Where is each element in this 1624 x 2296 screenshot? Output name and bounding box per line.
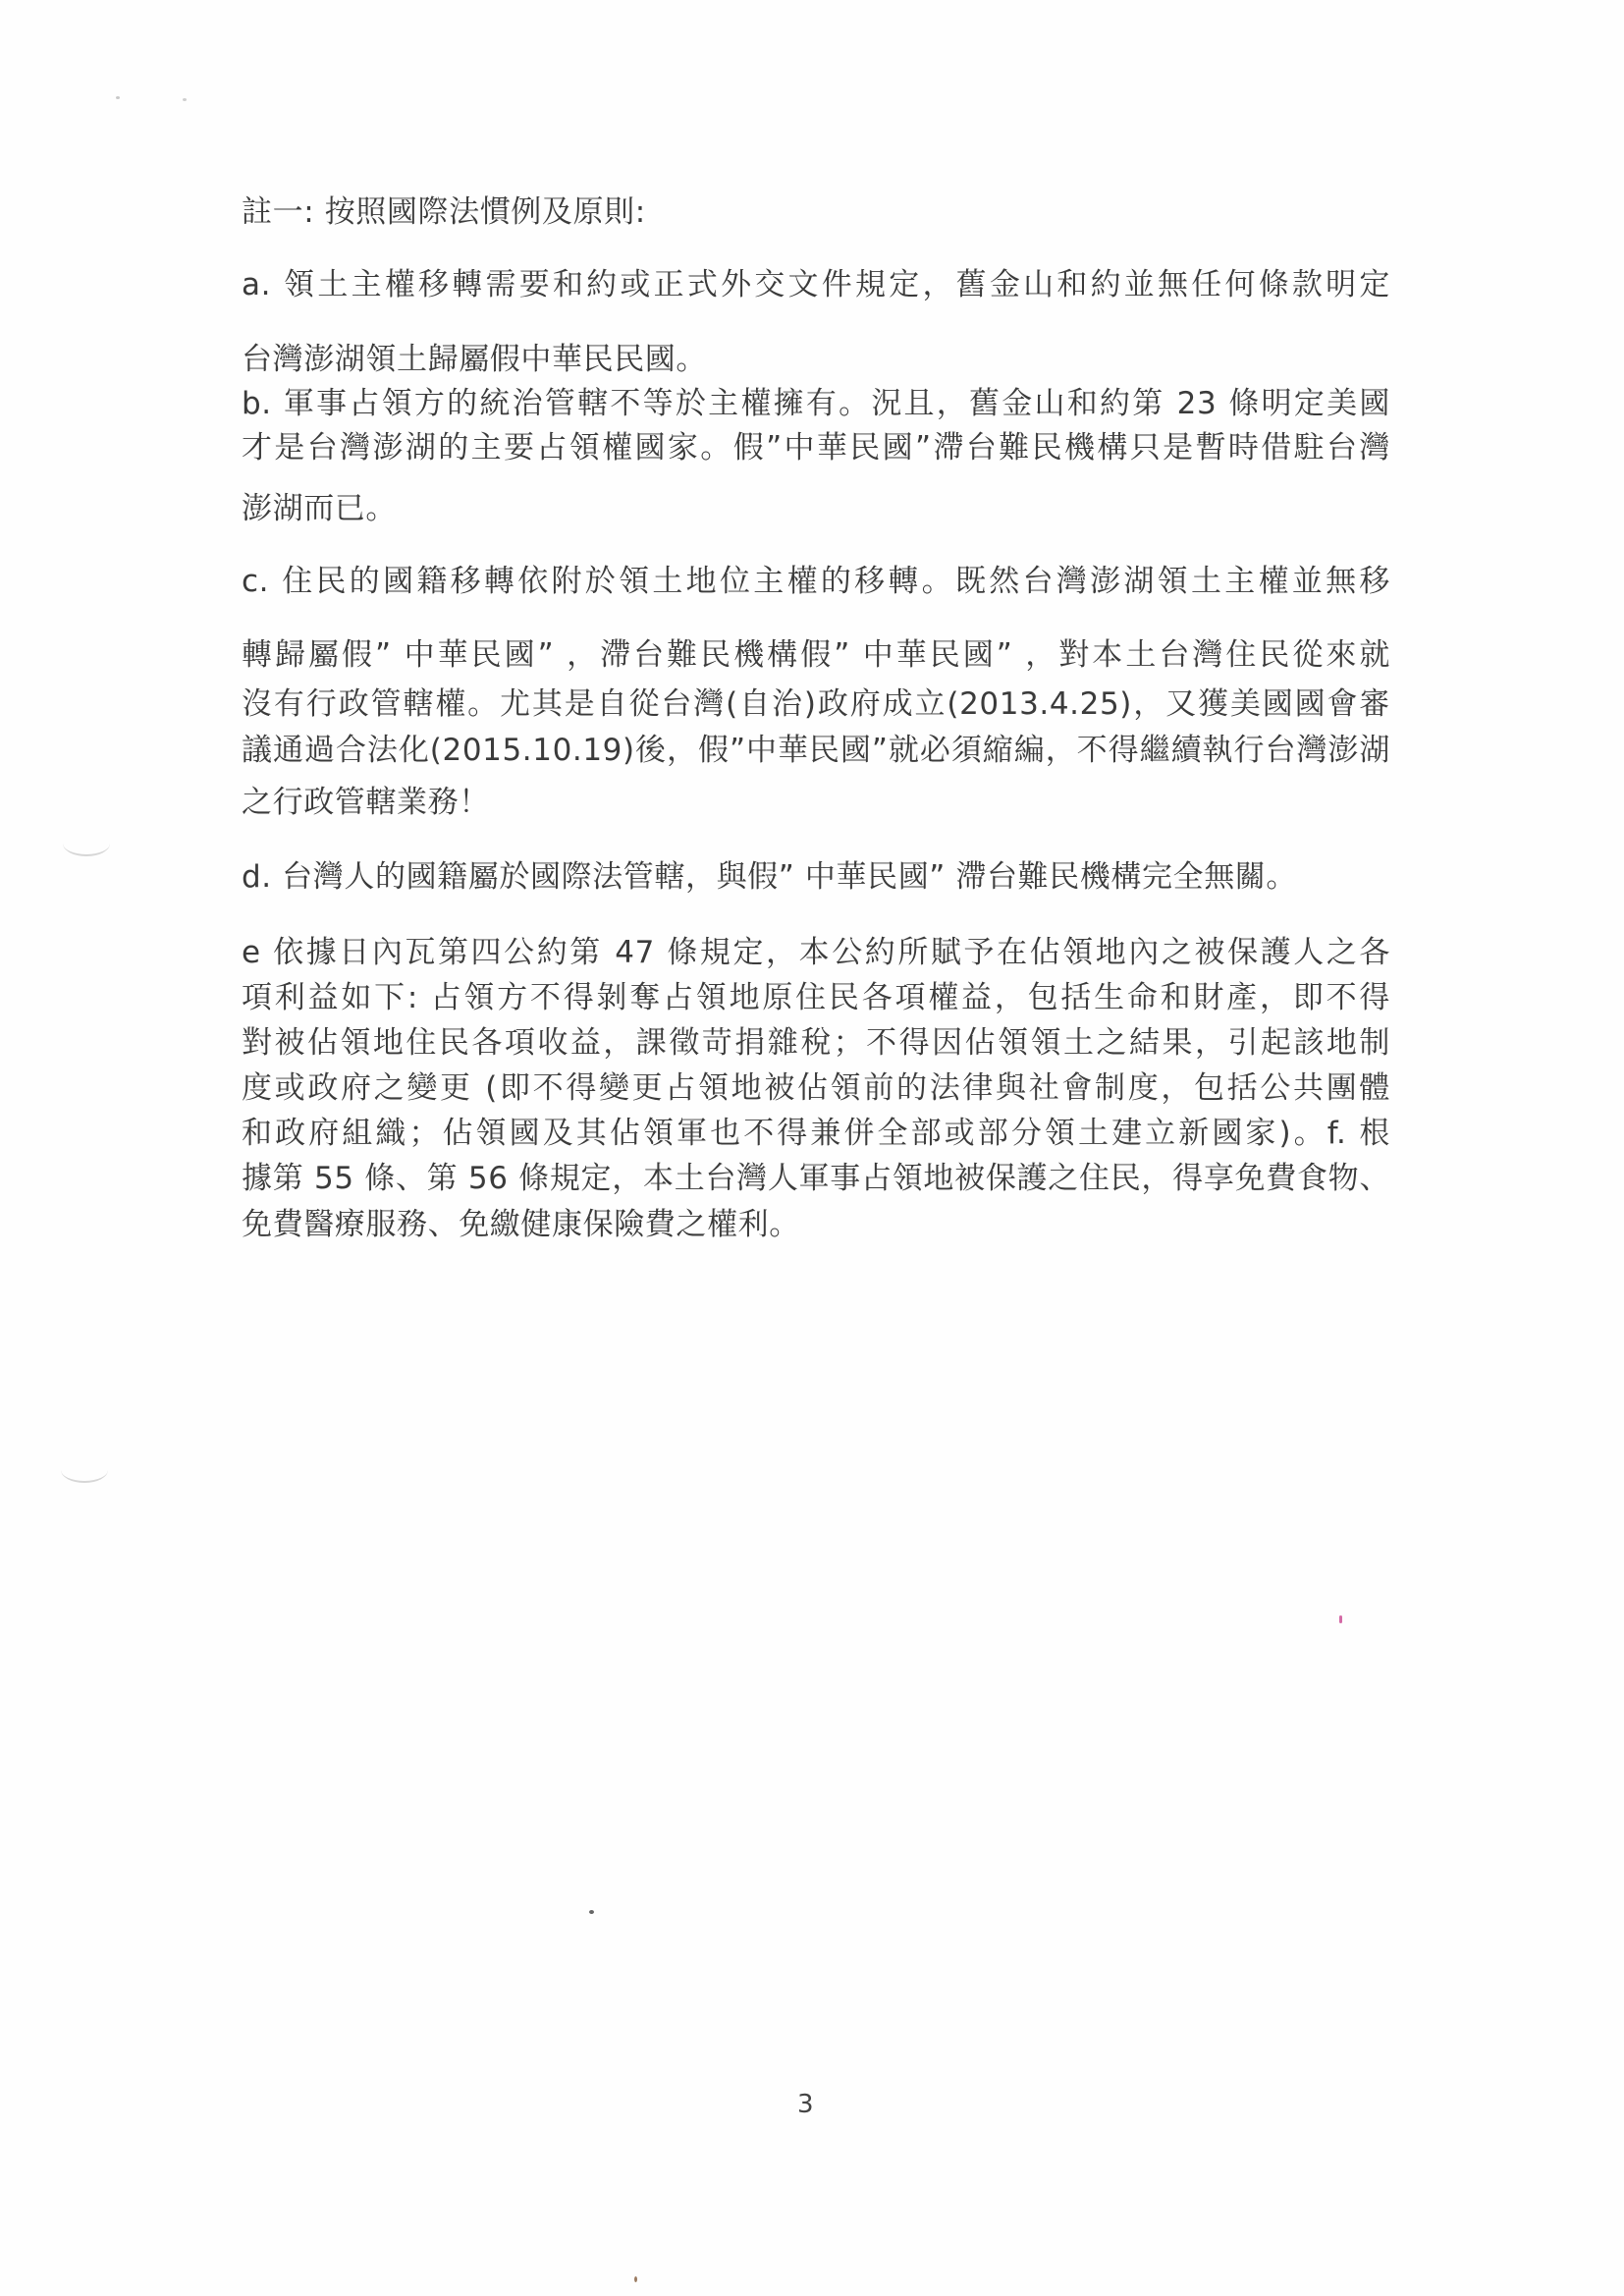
paragraph-e-line-7: 免費醫療服務、免繳健康保險費之權利。 (242, 1207, 800, 1242)
paragraph-e-line-1: e 依據日內瓦第四公約第 47 條規定，本公約所賦予在佔領地內之被保護人之各 (242, 935, 1390, 970)
paragraph-c-line-1: c. 住民的國籍移轉依附於領土地位主權的移轉。既然台灣澎湖領土主權並無移 (242, 564, 1390, 599)
scan-speck-magenta (1339, 1615, 1342, 1623)
paragraph-c-line-5: 之行政管轄業務！ (242, 785, 490, 820)
paragraph-a-line-1: a. 領土主權移轉需要和約或正式外交文件規定，舊金山和約並無任何條款明定 (242, 267, 1390, 302)
scan-speck (183, 98, 187, 101)
hole-punch-shadow-arc (63, 831, 110, 856)
paragraph-c-line-2: 轉歸屬假” 中華民國” ，滯台難民機構假” 中華民國” ，對本土台灣住民從來就 (242, 637, 1390, 673)
paragraph-b-line-3: 澎湖而已。 (242, 491, 397, 526)
paragraph-b-line-1: b. 軍事占領方的統治管轄不等於主權擁有。況且，舊金山和約第 23 條明定美國 (242, 386, 1390, 421)
paragraph-e-line-2: 項利益如下: 占領方不得剝奪占領地原住民各項權益，包括生命和財產，即不得 (242, 980, 1390, 1015)
page-number: 3 (797, 2090, 814, 2119)
paragraph-e-line-3: 對被佔領地住民各項收益，課徵苛捐雜稅；不得因佔領領土之結果，引起該地制 (242, 1025, 1390, 1061)
paragraph-a-line-2: 台灣澎湖領土歸屬假中華民民國。 (242, 342, 707, 377)
scan-speck (634, 2276, 637, 2282)
paragraph-e-line-4: 度或政府之變更 (即不得變更占領地被佔領前的法律與社會制度，包括公共團體 (242, 1070, 1390, 1106)
paragraph-e-line-5: 和政府組織；佔領國及其佔領軍也不得兼併全部或部分領土建立新國家)。f. 根 (242, 1116, 1390, 1151)
paragraph-e-line-6: 據第 55 條、第 56 條規定，本土台灣人軍事占領地被保護之住民，得享免費食物、 (242, 1161, 1390, 1196)
note-heading: 註一: 按照國際法慣例及原則: (242, 194, 646, 230)
paragraph-c-line-3: 沒有行政管轄權。尤其是自從台灣(自治)政府成立(2013.4.25)，又獲美國國會審 (242, 686, 1390, 722)
paragraph-d-line-1: d. 台灣人的國籍屬於國際法管轄，與假” 中華民國” 滯台難民機構完全無關。 (242, 859, 1298, 895)
paragraph-b-line-2: 才是台灣澎湖的主要占領權國家。假”中華民國”滯台難民機構只是暫時借駐台灣 (242, 430, 1390, 465)
paragraph-c-line-4: 議通過合法化(2015.10.19)後，假”中華民國”就必須縮編，不得繼續執行台灣澎湖 (242, 733, 1390, 768)
scan-speck (589, 1910, 594, 1914)
hole-punch-shadow-arc (61, 1457, 108, 1483)
scan-speck (116, 96, 120, 99)
